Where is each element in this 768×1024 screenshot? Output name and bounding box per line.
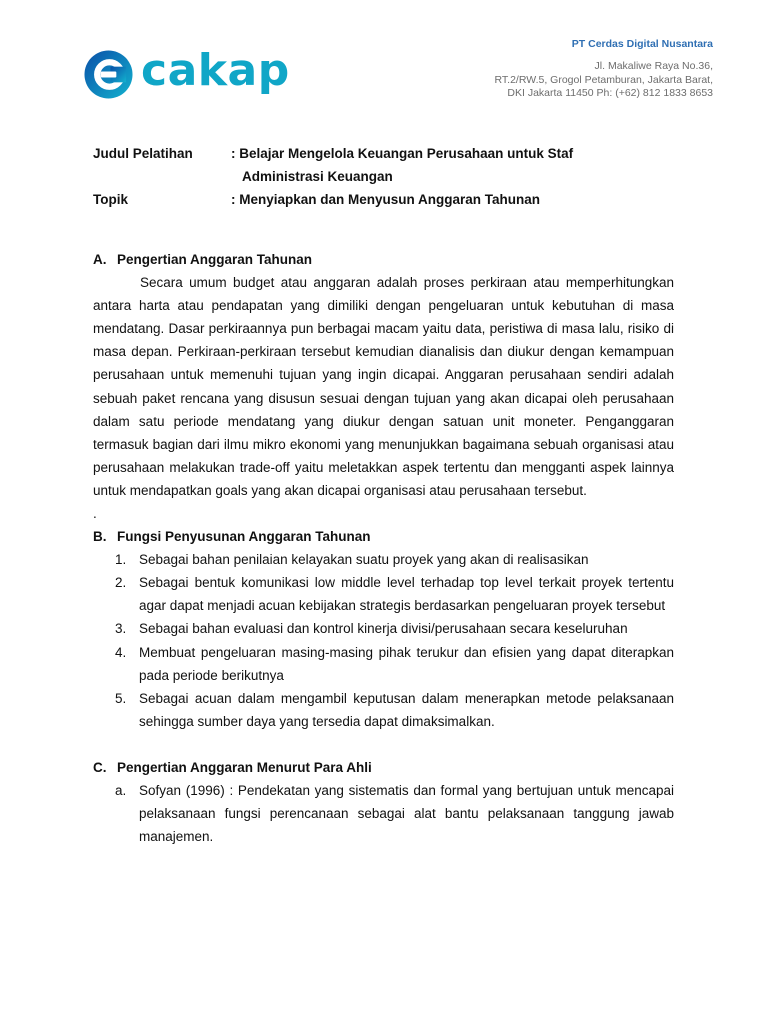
section-c-list	[93, 779, 674, 848]
company-address	[495, 60, 713, 101]
section-c-title	[93, 756, 674, 779]
list-item-number: 5.	[115, 690, 127, 706]
address-line-3: DKI Jakarta 11450 Ph: (+62) 812 1833 8653	[507, 87, 713, 99]
address-line-2: RT.2/RW.5, Grogol Petamburan, Jakarta Barat,	[494, 73, 713, 86]
judul-label: Judul Pelatihan	[93, 146, 193, 161]
logo-text: cakap	[141, 45, 290, 96]
spacer	[93, 733, 674, 756]
meta-row-judul-cont	[93, 168, 693, 191]
address-line-1: Jl. Makaliwe Raya No.36,	[594, 60, 713, 72]
section-b-letter: B.	[93, 529, 107, 545]
topik-label: Topik	[93, 192, 128, 207]
list-item-text: Sebagai bahan evaluasi dan kontrol kinerja divisi/perusahaan secara keseluruhan	[139, 621, 628, 637]
judul-value: : Belajar Mengelola Keuangan Perusahaan untuk Staf	[231, 146, 574, 161]
section-b-heading: Fungsi Penyusunan Anggaran Tahunan	[117, 529, 371, 545]
list-item	[93, 687, 674, 733]
list-item-number: 4.	[115, 644, 127, 660]
document-body	[93, 248, 674, 848]
list-item	[93, 548, 674, 571]
section-b-title	[93, 525, 674, 548]
company-name: PT Cerdas Digital Nusantara	[571, 38, 713, 50]
section-a-paragraph: Secara umum budget atau anggaran adalah proses perkiraan atau memperhitungkan antara harta atau pendapatan yang dimiliki dengan pengeluaran untuk kebutuhan di masa mendatang. Dasar perkiraannya pun berbagai macam yaitu data, peristiwa di masa lalu, risiko di masa depan. Perkiraan-perkiraan tersebut kemudian dianalisis dan diukur dengan kemampuan perusahaan untuk memenuhi tujuan yang ingin dicapai. Anggaran perusahaan sendiri adalah sebuah paket rencana yang disusun sesuai dengan tujuan yang akan dicapai oleh perusahaan dalam satu periode mendatang yang diukur dengan satuan unit moneter. Penganggaran termasuk bagian dari ilmu mikro ekonomi yang menunjukkan bagaimana sebuah organisasi atau perusahaan melakukan trade-off yaitu meletakkan aspek tertentu dan mengganti aspek lainnya untuk mendapatkan goals yang akan dicapai organisasi atau perusahaan tersebut.	[93, 275, 674, 498]
judul-value-cont: Administrasi Keuangan	[242, 169, 393, 184]
list-item	[93, 641, 674, 687]
section-a-heading: Pengertian Anggaran Tahunan	[117, 252, 313, 267]
section-c-heading: Pengertian Anggaran Menurut Para Ahli	[117, 759, 372, 775]
section-a-letter: A.	[93, 252, 107, 267]
list-item-text: Membuat pengeluaran masing-masing pihak terukur dan efisien yang dapat diterapkan pada periode berikutnya	[139, 644, 674, 683]
list-item-text: Sebagai acuan dalam mengambil keputusan dalam menerapkan metode pelaksanaan sehingga sumber daya yang tersedia dapat dimaksimalkan.	[139, 690, 674, 729]
topik-value: : Menyiapkan dan Menyusun Anggaran Tahunan	[231, 192, 541, 207]
meta-row-topik	[93, 191, 693, 214]
list-item-number: 2.	[115, 575, 127, 591]
meta-row-judul	[93, 145, 693, 168]
section-c-letter: C.	[93, 759, 107, 775]
list-item-text: Sebagai bahan penilaian kelayakan suatu proyek yang akan di realisasikan	[139, 552, 589, 568]
list-item	[93, 779, 674, 848]
section-a-title	[93, 248, 674, 271]
company-logo	[84, 45, 290, 99]
training-meta	[93, 145, 693, 214]
list-item	[93, 617, 674, 640]
cakap-logo-icon	[84, 50, 133, 99]
stray-dot: .	[93, 506, 97, 522]
list-item-text: Sofyan (1996) : Pendekatan yang sistematis dan formal yang bertujuan untuk mencapai pelaksanaan fungsi perencanaan sebagai alat bantu pelaksanaan tanggung jawab manajemen.	[139, 782, 674, 845]
list-item-number: 1.	[115, 552, 127, 568]
list-item-text: Sebagai bentuk komunikasi low middle level terhadap top level terkait proyek tertentu agar dapat menjadi acuan kebijakan strategis berdasarkan pengeluaran proyek tersebut	[139, 575, 674, 614]
list-item	[93, 571, 674, 617]
list-item-number: 3.	[115, 621, 127, 637]
section-b-list	[93, 548, 674, 733]
list-item-number: a.	[115, 782, 127, 798]
company-info	[495, 38, 713, 101]
